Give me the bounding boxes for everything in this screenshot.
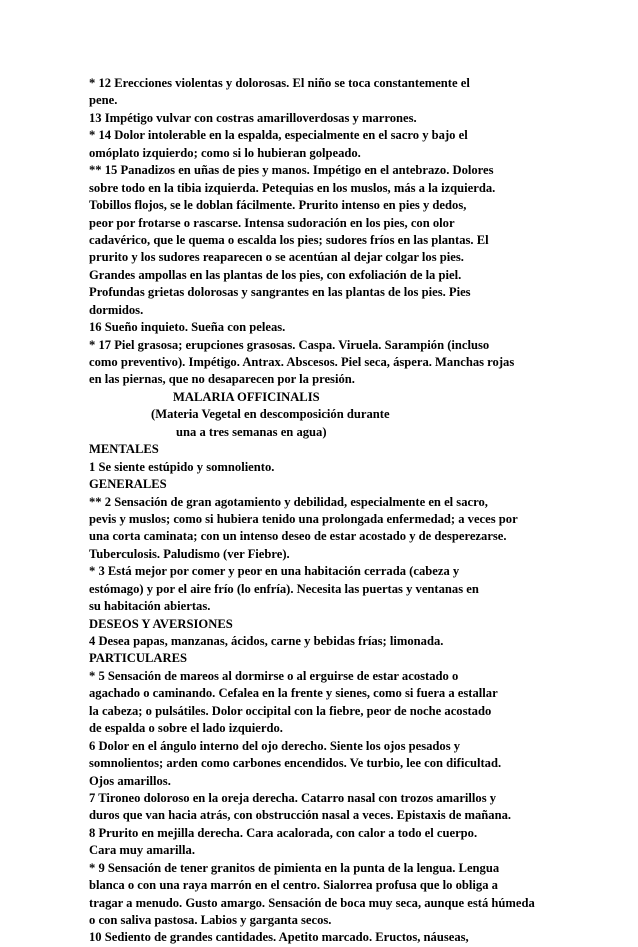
text-line: su habitación abiertas.	[89, 599, 211, 614]
text-line: en las piernas, que no desaparecen por la presión.	[89, 372, 355, 387]
text-line: Profundas grietas dolorosas y sangrantes en las plantas de los pies. Pies	[89, 285, 471, 300]
text-line: 8 Prurito en mejilla derecha. Cara acalorada, con calor a todo el cuerpo.	[89, 825, 478, 840]
text-line: 16 Sueño inquieto. Sueña con peleas.	[89, 320, 286, 335]
text-line: * 12 Erecciones violentas y dolorosas. El niño se toca constantemente el	[89, 76, 470, 90]
text-line: de espalda o sobre el lado izquierdo.	[89, 721, 283, 736]
text-line: * 3 Está mejor por comer y peor en una habitación cerrada (cabeza y	[89, 564, 460, 579]
text-line: una corta caminata; con un intenso deseo de estar acostado y de desperezarse.	[89, 529, 507, 544]
text-line: o con saliva pastosa. Labios y garganta secos.	[89, 913, 332, 927]
section-heading: MENTALES	[89, 442, 159, 457]
text-line: ** 2 Sensación de gran agotamiento y debilidad, especialmente en el sacro,	[89, 494, 488, 509]
text-line: * 14 Dolor intolerable en la espalda, especialmente en el sacro y bajo el	[89, 128, 468, 143]
section-heading: PARTICULARES	[89, 651, 187, 666]
text-line: 7 Tironeo doloroso en la oreja derecha. Catarro nasal con trozos amarillos y	[89, 790, 497, 805]
text-line: 6 Dolor en el ángulo interno del ojo derecho. Siente los ojos pesados y	[89, 738, 461, 753]
text-line: dormidos.	[89, 302, 144, 317]
remedy-subtitle: una a tres semanas en agua)	[176, 424, 327, 439]
text-line: Cara muy amarilla.	[89, 843, 195, 858]
text-line: como preventivo). Impétigo. Antrax. Abscesos. Piel seca, áspera. Manchas rojas	[89, 355, 515, 369]
remedy-title: MALARIA OFFICINALIS	[173, 389, 320, 404]
text-line: cadavérico, que le quema o escalda los pies; sudores fríos en las plantas. El	[89, 232, 489, 247]
text-line: * 9 Sensación de tener granitos de pimienta en la punta de la lengua. Lengua	[89, 860, 500, 875]
text-line: ** 15 Panadizos en uñas de pies y manos. Impétigo en el antebrazo. Dolores	[89, 163, 494, 178]
text-line: pevis y muslos; como si hubiera tenido una prolongada enfermedad; a veces por	[89, 511, 518, 526]
text-line: * 5 Sensación de mareos al dormirse o al erguirse de estar acostado o	[89, 668, 459, 683]
text-line: la cabeza; o pulsátiles. Dolor occipital con la fiebre, peor de noche acostado	[89, 703, 492, 718]
text-line: tragar a menudo. Gusto amargo. Sensación de boca muy seca, aunque está húmeda	[89, 895, 535, 910]
text-line: 4 Desea papas, manzanas, ácidos, carne y bebidas frías; limonada.	[89, 634, 444, 648]
text-line: Tobillos flojos, se le doblan fácilmente. Prurito intenso en pies y dedos,	[89, 198, 467, 213]
text-line: 1 Se siente estúpido y somnoliento.	[89, 459, 275, 474]
text-line: blanca o con una raya marrón en el centro. Sialorrea profusa que lo obliga a	[89, 878, 498, 893]
remedy-subtitle: (Materia Vegetal en descomposición durante	[151, 407, 390, 422]
text-line: Tuberculosis. Paludismo (ver Fiebre).	[89, 546, 290, 561]
text-line: pene.	[89, 93, 118, 108]
text-line: sobre todo en la tibia izquierda. Petequias en los muslos, más a la izquierda.	[89, 180, 496, 195]
text-line: peor por frotarse o rascarse. Intensa sudoración en los pies, con olor	[89, 215, 455, 230]
text-line: Grandes ampollas en las plantas de los pies, con exfoliación de la piel.	[89, 267, 462, 282]
text-line: agachado o caminando. Cefalea en la frente y sienes, como si fuera a estallar	[89, 686, 498, 701]
text-line: duros que van hacia atrás, con obstrucción nasal a veces. Epistaxis de mañana.	[89, 808, 512, 823]
text-line: 10 Sediento de grandes cantidades. Apetito marcado. Eructos, náuseas,	[89, 930, 469, 945]
text-line: prurito y los sudores reaparecen o se acentúan al dejar colgar los pies.	[89, 250, 464, 265]
text-line: somnolientos; arden como carbones encendidos. Ve turbio, lee con dificultad.	[89, 756, 502, 771]
text-line: omóplato izquierdo; como si lo hubieran golpeado.	[89, 145, 361, 160]
text-line: * 17 Piel grasosa; erupciones grasosas. Caspa. Viruela. Sarampión (incluso	[89, 337, 490, 352]
section-heading: DESEOS Y AVERSIONES	[89, 616, 233, 631]
section-heading: GENERALES	[89, 477, 167, 492]
text-line: 13 Impétigo vulvar con costras amarilloverdosas y marrones.	[89, 110, 417, 125]
text-line: estómago) y por el aire frío (lo enfría). Necesita las puertas y ventanas en	[89, 581, 479, 596]
text-line: Ojos amarillos.	[89, 773, 171, 788]
